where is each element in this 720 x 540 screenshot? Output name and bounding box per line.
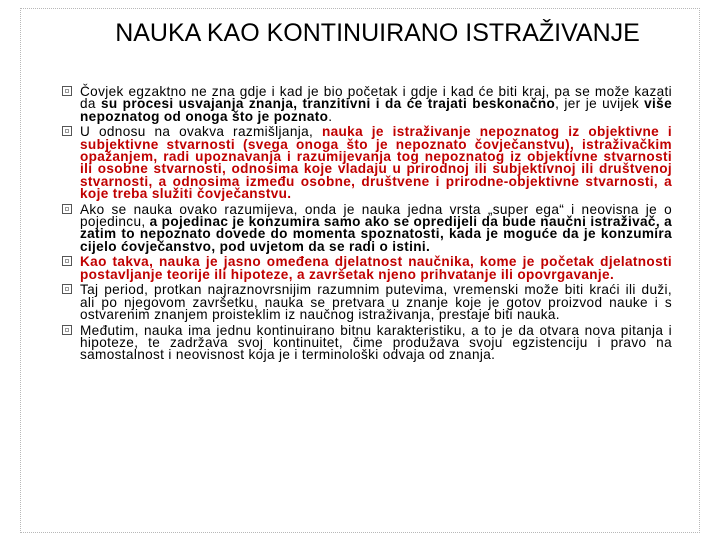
square-bullet-icon [62,325,72,335]
bullet-item [80,126,672,200]
square-bullet-icon [62,86,72,96]
bullet-text-segment: . [328,108,333,124]
bullet-text-segment: više nepoznatog od onoga što je poznato [80,96,672,124]
bullet-item [80,201,672,254]
bullet-text-segment: Kao takva, nauka je jasno omeđena djelatnost naučnika, kome je početak djelatnosti postavljanje teorije ili hipoteze, a završetak njeno prihvatanje ili opovrgavanje. [80,254,672,282]
square-bullet-icon [62,204,72,214]
square-bullet-icon [62,126,72,136]
bullet-text-segment: Čovjek egzaktno ne zna gdje i kad je bio početak i gdje i kad će biti kraj, pa se može kazati da [80,84,672,112]
bullet-text-segment: Taj period, protkan najraznovrsnijim razumnim putevima, vremenski može biti kraći ili duži, ali po njegovom završetku, nauka se pretvara u znanje koje je gotov proizvod nauke i s ostvarenim znanjem proisteklim iz naučnog istraživanja, prestaje biti nauka. [80,282,672,323]
bullet-text-segment: su procesi usvajanja znanja, tranzitivni i da će trajati beskonačno [100,96,556,112]
bullet-text-segment: nauka je istraživanje nepoznatog iz objektivne i subjektivne stvarnosti (svega onoga što je nepoznato čovječanstvu), istraživačkim opažanjem, radi upoznavanja i razumijevanja tog nepoznatog iz objektivne stvarnosti ili osobne stvarnosti, odnosima koje vladaju u prirodnoj ili subjektivnoj ili društvenoj stvarnosti, a odnosima između osobne, društvene i prirodne-objektivne stvarnosti, a koje treba služiti čovječanstvu. [80,124,672,201]
bullet-text-segment: U odnosu na ovakva razmišljanja, [80,124,322,140]
bullet-item [80,86,672,123]
bullet-item [80,284,672,321]
slide-title: NAUKA KAO KONTINUIRANO ISTRAŽIVANJE [115,19,640,47]
bullet-item [80,322,672,363]
bullet-text-segment: a pojedinac je konzumira samo ako se opredijeli da bude naučni istraživač, a zatim to nepoznato dovede do momenta spoznatosti, kada je moguće da je konzumira cijelo ćovječanstvo, pod uvjetom da se radi o istini. [80,213,672,254]
bullet-item [80,256,672,281]
bullet-list [80,86,672,365]
bullet-text-segment: Međutim, nauka ima jednu kontinuirano bitnu karakteristiku, a to je da otvara nova pitanja i hipoteze, te zadržava svoj kontinuitet, čime produžava svoju egzistenciju i pravo na samostalnost i neovisnost koja je i terminološki odvaja od znanja. [80,322,672,363]
bullet-text-segment: Ako se nauka ovako razumijeva, onda je nauka jedna vrsta „super ega“ i neovisna je o pojedincu, [80,201,672,229]
square-bullet-icon [62,256,72,266]
square-bullet-icon [62,284,72,294]
bullet-text-segment: , jer je uvijek [555,96,645,112]
